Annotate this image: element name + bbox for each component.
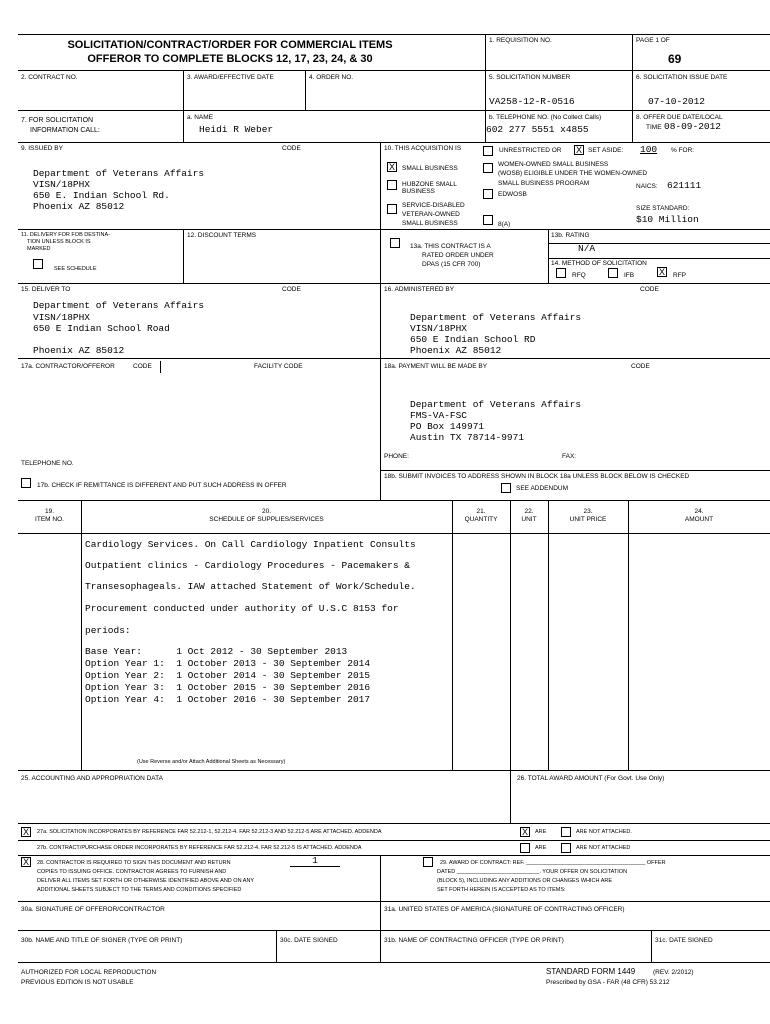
col-unit: UNIT [521,516,537,523]
payment-phone-label: PHONE: [384,453,409,460]
col-unit-price-num: 23. [583,508,593,515]
sdvosb-checkbox[interactable] [387,204,397,214]
date-30c-label: 30c. DATE SIGNED [280,937,338,944]
are-not-attached-checkbox[interactable] [561,827,571,837]
setaside-percent[interactable]: 100 [640,144,658,155]
signature-30a-label: 30a. SIGNATURE OF OFFEROR/CONTRACTOR [21,906,165,913]
ifb-checkbox[interactable] [608,268,618,278]
deliver-to-line1: Department of Veterans Affairs [33,300,205,311]
sdvosb-label-1: SERVICE-DISABLED [402,202,465,209]
method-label: 14. METHOD OF SOLICITATION [551,260,647,267]
total-award-label: 26. TOTAL AWARD AMOUNT (For Govt. Use Only) [517,775,665,782]
issued-by-line3: 650 E. Indian School Rd. [33,190,170,201]
footer-previous-edition: PREVIOUS EDITION IS NOT USABLE [21,979,134,986]
signature-31a-label: 31a. UNITED STATES OF AMERICA (SIGNATURE OF CONTRACTING OFFICER) [384,906,625,913]
remittance-label: 17b. CHECK IF REMITTANCE IS DIFFERENT AND PUT SUCH ADDRESS IN OFFER [37,482,287,489]
col-unit-num: 22. [524,508,534,515]
page-label: PAGE 1 OF [636,37,670,44]
footer-form-name: STANDARD FORM 1449 [546,967,636,976]
administered-by-line2: VISN/18PHX [410,323,468,334]
schedule-periods: Base Year: 1 Oct 2012 - 30 September 2013 Option Year 1: 1 October 2013 - 30 September 2014 Option Year 2: 1 October 2014 - 30 September 2015 Option Year 3: 1 October 2015 - 30 September 2016 Option Year 4: 1 October 2016 - 30 September 2017 [85,646,371,705]
discount-terms-label: 12. DISCOUNT TERMS [187,232,257,239]
sdvosb-label-3: SMALL BUSINESS [402,220,458,227]
offer-due-date[interactable]: 08-09-2012 [664,121,722,132]
rated-order-label-3: DPAS (15 CFR 700) [422,261,481,268]
deliver-to-label: 15. DELIVER TO [21,286,71,293]
payment-code-label: CODE [631,363,650,370]
clause-27b-text: 27b. CONTRACT/PURCHASE ORDER INCORPORATES BY REFERENCE FAR 52.212-4. FAR 52.212-5 IS ATTACHED. ADDENDA [37,845,362,851]
schedule-desc-1: Cardiology Services. On Call Cardiology Inpatient Consults [85,539,416,550]
form-title-line2: OFFEROR TO COMPLETE BLOCKS 12, 17, 23, 24, & 30 [87,53,373,65]
wosb-label-3: SMALL BUSINESS PROGRAM [498,180,590,187]
delivery-label-1: 11. DELIVERY FOR FOB DESTINA- [21,232,110,238]
clause-29-text-a: 29. AWARD OF CONTRACT: REF. _______________________________________ OFFER [440,860,666,866]
wosb-label-1: WOMEN-OWNED SMALL BUSINESS [498,161,609,168]
wosb-checkbox[interactable] [483,163,493,173]
col-item-no-num: 19. [44,508,55,515]
eight-a-checkbox[interactable] [483,215,493,225]
are-b-label: ARE [535,845,547,851]
rating-value[interactable]: N/A [578,243,596,254]
rfp-label: RFP [673,272,686,279]
setaside-label: SET ASIDE: [588,147,624,154]
rfq-label: RFQ [572,272,586,279]
clause-28-text-b: COPIES TO ISSUING OFFICE. CONTRACTOR AGREES TO FURNISH AND [37,869,227,875]
clause-28-checkbox[interactable]: X [22,857,29,867]
contract-no-label: 2. CONTRACT NO. [21,74,78,81]
are-attached-label: ARE [535,829,547,835]
solicitation-number-label: 5. SOLICITATION NUMBER [489,74,571,81]
award-date-label: 3. AWARD/EFFECTIVE DATE [187,74,274,81]
offer-due-label-2: TIME [646,124,662,131]
size-standard-label: SIZE STANDARD: [636,205,690,212]
clause-27a-text: 27a. SOLICITATION INCORPORATES BY REFERENCE FAR 52.212-1, 52.212-4. FAR 52.212-3 AND 52.212-5 ARE ATTACHED. ADDENDA [37,829,382,835]
issue-date[interactable]: 07-10-2012 [648,96,706,107]
sdvosb-label-2: VETERAN-OWNED [402,211,460,218]
footer-revision: (REV. 2/2012) [653,969,694,976]
are-not-attached-label: ARE NOT ATTACHED. [576,829,632,835]
delivery-label-2: TION UNLESS BLOCK IS [27,239,91,245]
info-call-label-1: 7. FOR SOLICITATION [21,117,94,124]
clause-29-text-d: SET FORTH HEREIN IS ACCEPTED AS TO ITEMS: [437,887,566,893]
schedule-desc-4: Procurement conducted under authority of U.S.C 8153 for [85,603,399,614]
small-business-checkbox[interactable]: X [388,162,395,172]
naics-code[interactable]: 621111 [667,180,702,191]
ifb-label: IFB [624,272,635,279]
col-amount: AMOUNT [684,516,714,523]
clause-29-checkbox[interactable] [423,857,433,867]
info-call-label-2: INFORMATION CALL: [30,127,100,134]
payment-fax-label: FAX: [562,453,577,460]
rated-order-checkbox[interactable] [390,238,400,248]
payment-line3: PO Box 149971 [410,421,485,432]
facility-code-label: FACILITY CODE [254,363,303,370]
deliver-to-line3: 650 E Indian School Road [33,323,170,334]
col-item-no: ITEM NO. [35,516,64,523]
issued-by-code-label: CODE [282,145,301,152]
issued-by-label: 9. ISSUED BY [21,145,63,152]
clause-28-text-a: 28. CONTRACTOR IS REQUIRED TO SIGN THIS DOCUMENT AND RETURN [37,860,231,866]
telephone-no-label: TELEPHONE NO. [21,460,74,467]
see-addendum-checkbox[interactable] [501,483,511,493]
administered-by-label: 16. ADMINISTERED BY [384,286,455,293]
col-quantity: QUANTITY [464,516,498,523]
telephone-number[interactable]: 602 277 5551 x4855 [486,124,589,135]
remittance-checkbox[interactable] [21,478,31,488]
deliver-to-line4: Phoenix AZ 85012 [33,345,125,356]
form-title-line1: SOLICITATION/CONTRACT/ORDER FOR COMMERCIAL ITEMS [67,39,393,51]
col-quantity-num: 21. [476,508,486,515]
reverse-note: (Use Reverse and/or Attach Additional Sheets as Necessary) [137,759,286,765]
administered-by-line1: Department of Veterans Affairs [410,312,582,323]
issued-by-line4: Phoenix AZ 85012 [33,201,125,212]
are-b-checkbox[interactable] [520,843,530,853]
see-addendum-label: SEE ADDENDUM [516,485,569,492]
administered-by-code-label: CODE [640,286,659,293]
requisition-label: 1. REQUISITION NO. [489,37,552,44]
hubzone-checkbox[interactable] [387,180,397,190]
contact-name[interactable]: Heidi R Weber [199,124,274,135]
naics-label: NAICS: [636,183,658,190]
payment-line2: FMS-VA-FSC [410,410,468,421]
payment-line4: Austin TX 78714-9971 [410,432,525,443]
see-schedule-label: SEE SCHEDULE [54,266,97,272]
issued-by-line1: Department of Veterans Affairs [33,168,205,179]
accounting-label: 25. ACCOUNTING AND APPROPRIATION DATA [21,775,163,782]
order-no-label: 4. ORDER NO. [309,74,354,81]
deliver-to-line2: VISN/18PHX [33,312,91,323]
size-standard[interactable]: $10 Million [636,214,699,225]
payment-line1: Department of Veterans Affairs [410,399,582,410]
col-unit-price: UNIT PRICE [569,516,607,523]
rfp-checkbox[interactable]: X [658,267,665,277]
eight-a-label: 8(A) [498,221,511,228]
acquisition-label: 10. THIS ACQUISITION IS [384,145,462,152]
hubzone-label-2: BUSINESS [402,188,435,195]
are-attached-checkbox[interactable]: X [521,827,528,837]
rfq-checkbox[interactable] [556,268,566,278]
clause-28-text-d: ADDITIONAL SHEETS SUBJECT TO THE TERMS AND CONDITIONS SPECIFIED [37,887,242,893]
issued-by-line2: VISN/18PHX [33,179,91,190]
setaside-checkbox[interactable]: X [575,145,582,155]
telephone-label: b. TELEPHONE NO. (No Collect Calls) [489,114,602,121]
name-31b-label: 31b. NAME OF CONTRACTING OFFICER (TYPE OR PRINT) [384,937,564,944]
clause-29-text-b: DATED ___________________________. YOUR OFFER ON SOLICITATION [437,869,628,875]
are-not-b-label: ARE NOT ATTACHED [576,845,631,851]
percent-for-label: % FOR: [671,147,695,154]
contractor-code-label: CODE [133,363,152,370]
delivery-label-3: MARKED [27,246,51,252]
deliver-to-code-label: CODE [282,286,301,293]
rated-order-label-1: 13a. THIS CONTRACT IS A [410,243,491,250]
clause-28-text-c: DELIVER ALL ITEMS SET FORTH OR OTHERWISE IDENTIFIED ABOVE AND ON ANY [37,878,255,884]
footer-authorized: AUTHORIZED FOR LOCAL REPRODUCTION [21,969,157,976]
name-label: a. NAME [187,114,214,121]
clause-27a-checkbox[interactable]: X [22,827,29,837]
submit-invoices-label: 18b. SUBMIT INVOICES TO ADDRESS SHOWN IN BLOCK 18a UNLESS BLOCK BELOW IS CHECKED [384,473,690,480]
unrestricted-label: UNRESTRICTED OR [499,147,562,154]
col-amount-num: 24. [694,508,704,515]
wosb-label-2: (WOSB) ELIGIBLE UNDER THE WOMEN-OWNED [498,170,648,177]
small-business-label: SMALL BUSINESS [402,165,458,172]
rated-order-label-2: RATED ORDER UNDER [422,252,494,259]
schedule-desc-5: periods: [85,625,131,636]
col-schedule-num: 20. [261,508,272,515]
schedule-desc-3: Transesophageals. IAW attached Statement of Work/Schedule. [85,581,416,592]
see-schedule-checkbox[interactable] [33,259,43,269]
administered-by-line3: 650 E Indian School RD [410,334,536,345]
payment-label: 18a. PAYMENT WILL BE MADE BY [384,363,488,370]
schedule-desc-2: Outpatient clinics - Cardiology Procedures - Pacemakers & [85,560,410,571]
edwosb-checkbox[interactable] [483,189,493,199]
contractor-label: 17a. CONTRACTOR/OFFEROR [21,363,115,370]
copies-count[interactable]: 1 [290,856,340,867]
col-schedule: SCHEDULE OF SUPPLIES/SERVICES [209,516,324,523]
hubzone-label-1: HUBZONE SMALL [402,181,457,188]
offer-due-label-1: 8. OFFER DUE DATE/LOCAL [636,114,723,121]
clause-29-text-c: (BLOCK 5), INCLUDING ANY ADDITIONS OR CHANGES WHICH ARE [437,878,613,884]
solicitation-number[interactable]: VA258-12-R-0516 [489,96,575,107]
issue-date-label: 6. SOLICITATION ISSUE DATE [636,74,728,81]
unrestricted-checkbox[interactable] [483,146,493,156]
date-31c-label: 31c. DATE SIGNED [655,937,713,944]
rating-label: 13b. RATING [551,232,590,239]
page-total: 69 [668,52,682,66]
footer-prescribed: Prescribed by GSA - FAR (48 CFR) 53.212 [546,979,670,986]
name-30b-label: 30b. NAME AND TITLE OF SIGNER (TYPE OR PRINT) [21,937,183,944]
edwosb-label: EDWOSB [498,191,527,198]
administered-by-line4: Phoenix AZ 85012 [410,345,502,356]
are-not-b-checkbox[interactable] [561,843,571,853]
